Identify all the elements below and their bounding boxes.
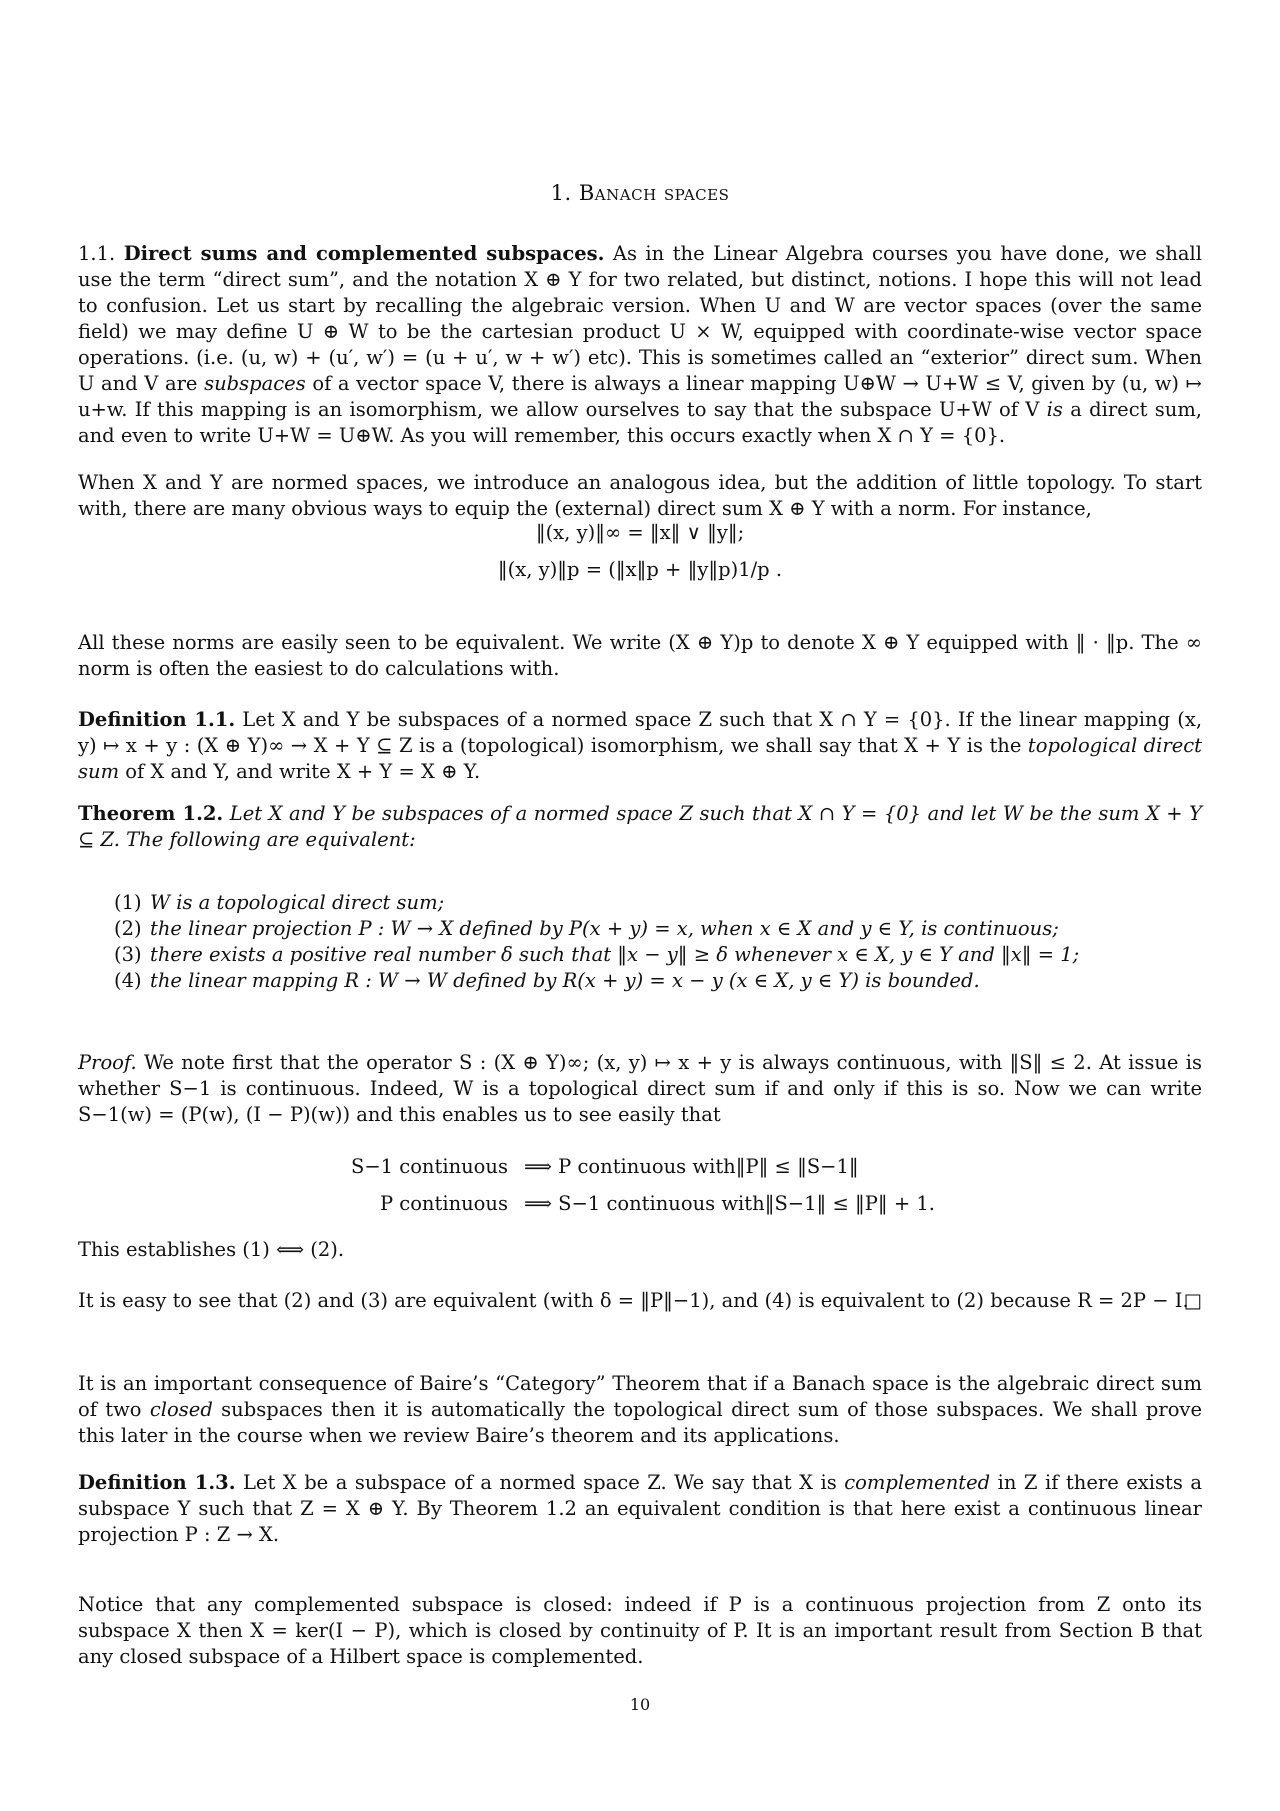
definition-1-1-label: Definition 1.1. xyxy=(78,708,236,731)
list-item: (1) W is a topological direct sum; xyxy=(114,891,445,914)
definition-1-3: Definition 1.3. Let X be a subspace of a normed space Z. We say that X is complemented in Z if there exists a subspace Y such that Z = X ⊕ Y. By Theorem 1.2 an equivalent condition is that here exist a continuous linear projection P : Z → X. xyxy=(78,1471,1202,1546)
qed-symbol: □ xyxy=(1183,1289,1202,1312)
equivalence-paragraph: All these norms are easily seen to be equivalent. We write (X ⊕ Y)p to denote X ⊕ Y equipped with ‖ · ‖p. The ∞ norm is often the easiest to do calculations with. xyxy=(78,631,1202,680)
baire-paragraph: It is an important consequence of Baire’s “Category” Theorem that if a Banach space is the algebraic direct sum of two closed subspaces then it is automatically the topological direct sum of those subspaces. We shall prove this later in the course when we review Baire’s theorem and its applications. xyxy=(78,1372,1202,1447)
proof-establishes: This establishes (1) ⟺ (2). xyxy=(78,1238,345,1261)
section-intro-3: a direct sum, and even to write U+W = U⊕W. As you will remember, this occurs exactly when X ∩ Y = {0}. xyxy=(78,398,1203,447)
implication-row: P continuous ⟹ S−1 continuous with‖S−1‖ ≤ ‖P‖ + 1. xyxy=(379,1192,935,1215)
page-number: 10 xyxy=(629,1695,651,1714)
list-item: (4) the linear mapping R : W → W defined by R(x + y) = x − y (x ∈ X, y ∈ Y) is bounded. xyxy=(114,969,980,992)
implication-row: S−1 continuous ⟹ P continuous with‖P‖ ≤ ‖S−1‖ xyxy=(350,1155,859,1178)
chapter-title: Banach spaces xyxy=(578,181,730,205)
definition-1-1 xyxy=(78,707,1202,785)
complemented-closed-paragraph: Notice that any complemented subspace is closed: indeed if P is a continuous projection from Z onto its subspace X then X = ker(I − P), which is closed by continuity of P. It is an important result from Section B that any closed subspace of a Hilbert space is complemented. xyxy=(78,1593,1202,1668)
definition-1-1-term: topological direct sum xyxy=(78,734,1203,783)
theorem-conditions-list xyxy=(114,890,1204,994)
equation-p-norm: ‖(x, y)‖p = (‖x‖p + ‖y‖p)1/p . xyxy=(497,558,783,581)
implication-display xyxy=(78,1154,1202,1228)
proof-paragraph xyxy=(78,1050,1202,1128)
emphasis-closed: closed xyxy=(149,1398,213,1421)
section-number: 1.1. xyxy=(78,242,116,265)
definition-1-1-text-b: of X and Y, and write X + Y = X ⊕ Y. xyxy=(125,760,481,783)
theorem-1-2-text: Let X and Y be subspaces of a normed space Z such that X ∩ Y = {0} and let W be the sum X + Y ⊆ Z. The following are equivalent: xyxy=(78,802,1203,851)
emphasis-subspaces: subspaces xyxy=(204,372,306,395)
equation-inf-norm: ‖(x, y)‖∞ = ‖x‖ ∨ ‖y‖; xyxy=(535,521,745,544)
section-1-1-paragraph xyxy=(78,241,1202,449)
theorem-1-2 xyxy=(78,801,1202,853)
proof-label: Proof. xyxy=(78,1051,137,1074)
definition-1-3-label: Definition 1.3. xyxy=(78,1471,236,1494)
section-intro: As in the Linear Algebra courses you have done, we shall use the term “direct sum”, and the notation X ⊕ Y for two related, but distinct, notions. I hope this will not lead to confusion. Let us start by recalling the algebraic version. When U and W are vector spaces (over the same field) we may define U ⊕ W to be the cartesian product U × W, equipped with coordinate-wise vector space operations. (i.e. (u, w) + (u′, w′) = (u + u′, w + w′) etc). This is sometimes called an “exterior” direct sum. When U and V are xyxy=(78,242,1202,395)
section-title: Direct sums and complemented subspaces. xyxy=(123,242,605,265)
definition-1-1-text-a: Let X and Y be subspaces of a normed space Z such that X ∩ Y = {0}. If the linear mapping (x, y) ↦ x + y : (X ⊕ Y)∞ → X + Y ⊆ Z is a (topological) isomorphism, we shall say that X + Y is the xyxy=(78,708,1203,757)
proof-text: We note first that the operator S : (X ⊕ Y)∞; (x, y) ↦ x + y is always continuous, with ‖S‖ ≤ 2. At issue is whether S−1 is continuous. Indeed, W is a topological direct sum if and only if this is so. Now we can write S−1(w) = (P(w), (I − P)(w)) and this enables us to see easily that xyxy=(78,1051,1202,1126)
normed-spaces-paragraph: When X and Y are normed spaces, we introduce an analogous idea, but the addition of little topology. To start with, there are many obvious ways to equip the (external) direct sum X ⊕ Y with a norm. For instance, xyxy=(78,471,1202,520)
list-item: (3) there exists a positive real number δ such that ‖x − y‖ ≥ δ whenever x ∈ X, y ∈ Y and ‖x‖ = 1; xyxy=(114,943,1080,966)
chapter-number: 1. xyxy=(550,181,572,205)
proof-closing: It is easy to see that (2) and (3) are equivalent (with δ = ‖P‖−1), and (4) is equivalent to (2) because R = 2P − I. □ xyxy=(78,1289,1202,1312)
theorem-1-2-label: Theorem 1.2. xyxy=(78,802,224,825)
section-intro-2: of a vector space V, there is always a linear mapping U⊕W → U+W ≤ V, given by (u, w) ↦ u+w. If this mapping is an isomorphism, we allow ourselves to say that the subspace U+W of V xyxy=(78,372,1202,421)
chapter-heading xyxy=(78,180,1202,206)
definition-1-3-term: complemented xyxy=(844,1471,991,1494)
emphasis-is: is xyxy=(1046,398,1063,421)
list-item: (2) the linear projection P : W → X defined by P(x + y) = x, when x ∈ X and y ∈ Y, is continuous; xyxy=(114,917,1059,940)
